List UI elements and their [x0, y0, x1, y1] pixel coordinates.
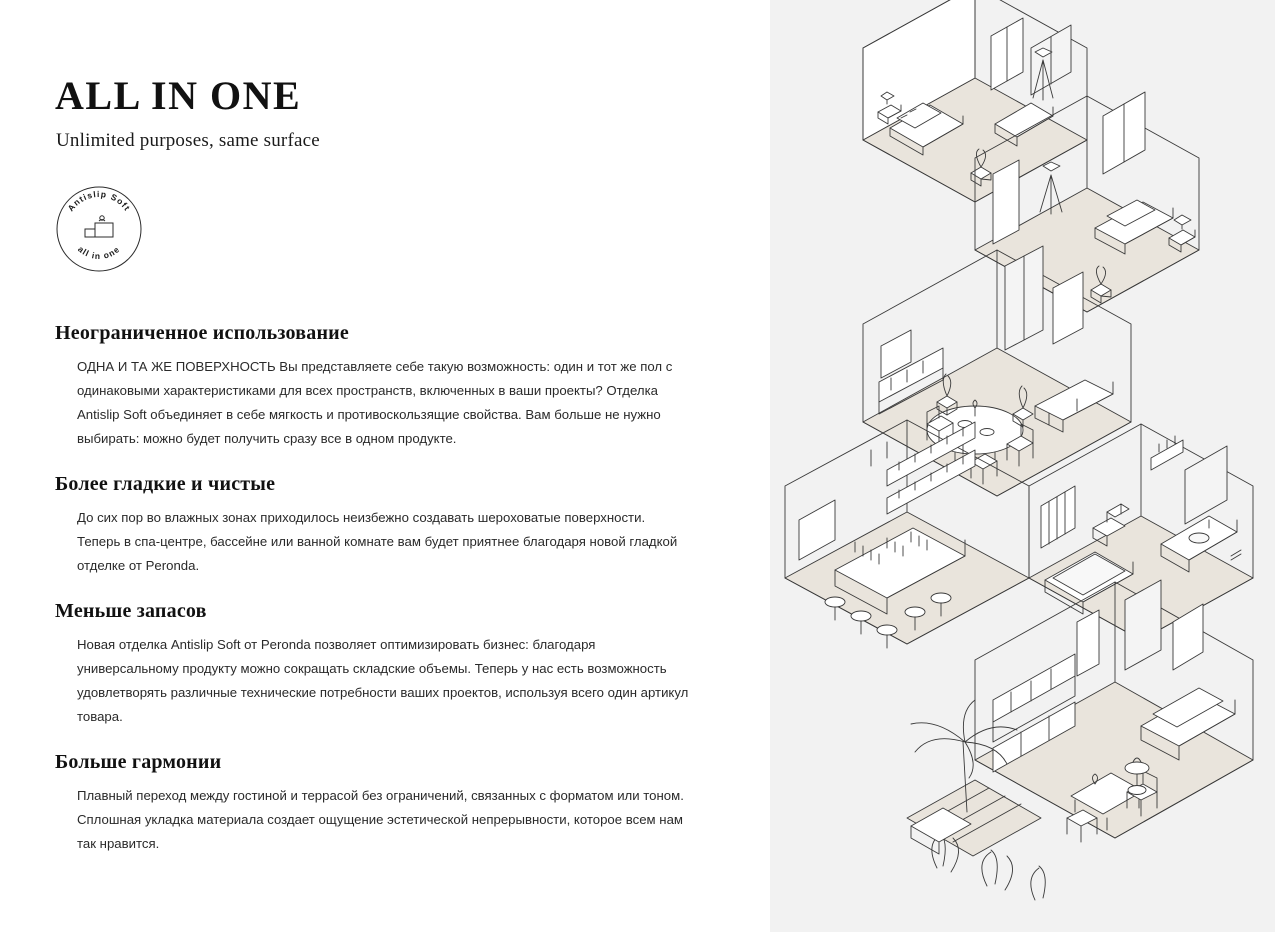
section-2 [55, 473, 700, 578]
section-1 [55, 322, 700, 451]
antislip-soft-badge [55, 185, 143, 273]
section-4 [55, 751, 700, 856]
section-3 [55, 600, 700, 729]
section-4-heading: Больше гармонии [55, 751, 222, 774]
section-3-heading: Меньше запасов [55, 600, 207, 623]
svg-text:all in one: all in one [76, 243, 122, 262]
section-2-body: До сих пор во влажных зонах приходилось неизбежно создавать шероховатые поверхности. Теперь в спа-центре, бассейне или ванной комнате вам будет приятнее благодаря новой гладкой отделке от Peronda. [77, 510, 678, 574]
room-living-terrace [907, 580, 1253, 900]
isometric-rooms-illustration [675, 0, 1275, 932]
section-4-body: Плавный переход между гостиной и террасой без ограничений, связанных с форматом или тоном. Сплошная укладка материала создает ощущение эстетической непрерывности, которое всем нам так нравится. [77, 788, 684, 852]
step-tile-icon [85, 216, 113, 237]
svg-text:Antislip Soft: Antislip Soft [65, 188, 133, 214]
section-1-body: ОДНА И ТА ЖЕ ПОВЕРХНОСТЬ Вы представляете себе такую возможность: один и тот же пол с одинаковыми характеристиками для всех пространств, включенных в ваши проекты? Отделка Antislip Soft объединяет в себе мягкость и противоскользящие свойства. Вам больше не нужно выбирать: можно будет получить сразу все в одном продукте. [77, 359, 673, 447]
sections-list [55, 322, 700, 878]
page-subtitle: Unlimited purposes, same surface [56, 130, 320, 151]
section-1-heading: Неограниченное использование [55, 322, 349, 344]
section-3-body: Новая отделка Antislip Soft от Peronda позволяет оптимизировать бизнес: благодаря универсальному продукту можно сокращать складские объемы. Теперь у нас есть возможность удовлетворять различные технические потребности ваших проектов, используя всего один артикул товара. [77, 637, 689, 725]
page-title: ALL IN ONE [55, 73, 302, 118]
section-2-heading: Более гладкие и чистые [55, 473, 276, 496]
